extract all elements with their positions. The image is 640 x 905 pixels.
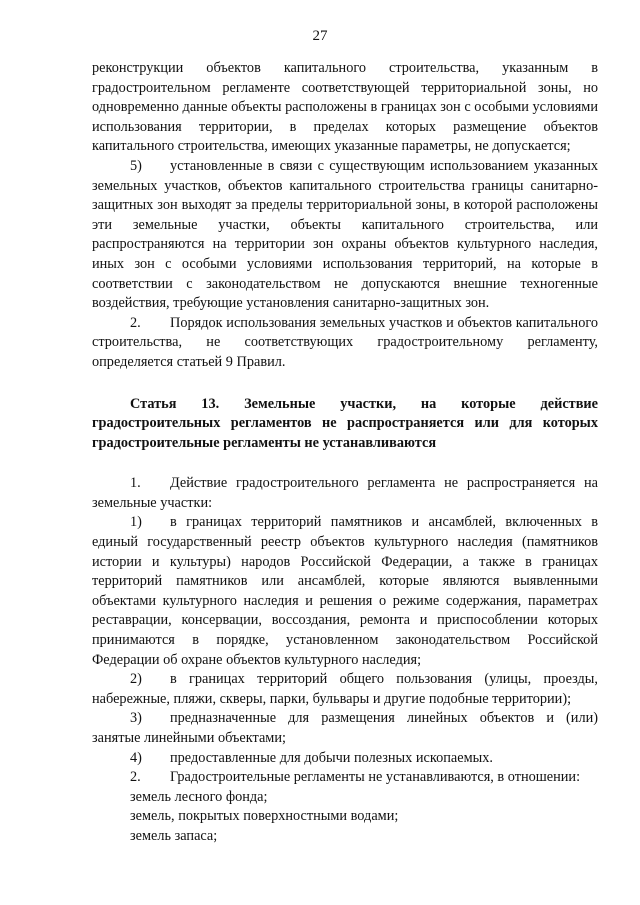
- item-number: 1.: [130, 475, 141, 492]
- item-number: 4): [130, 749, 142, 766]
- list-item-water-lands: земель, покрытых поверхностными водами;: [130, 808, 399, 825]
- paragraph-article-1-2: [92, 670, 598, 709]
- paragraph-continuation: реконструкции объектов капитального строительства, указанным в градостроительном регламенте соответствующей территориальной зоны, но одновременно данные объекты расположены в границах зон с особыми условиями использования территории, в пределах которых размещение объектов капитального строительства, имеющих указанные параметры, не допускается;: [92, 60, 598, 155]
- item-number: 2): [130, 671, 142, 688]
- item-text: Действие градостроительного регламента не распространяется на земельные участки:: [92, 475, 598, 511]
- paragraph-article-1-3: [92, 709, 598, 748]
- item-number: 5): [130, 157, 142, 174]
- paragraph-order-of-use: [92, 314, 598, 373]
- paragraph-article-1-1: [92, 513, 598, 670]
- item-text: предназначенные для размещения линейных объектов и (или) занятые линейными объектами;: [92, 710, 598, 746]
- item-number: 2.: [130, 769, 141, 786]
- item-text: Градостроительные регламенты не устанавливаются, в отношении:: [170, 769, 581, 786]
- item-text: в границах территорий общего пользования (улицы, проезды, набережные, пляжи, скверы, парки, бульвары и другие подобные территории);: [92, 671, 598, 707]
- document-body: [92, 59, 598, 847]
- list-item-reserve-lands: земель запаса;: [130, 827, 218, 844]
- item-number: 2.: [130, 314, 141, 331]
- item-number: 1): [130, 514, 142, 531]
- list-item-forest-lands: земель лесного фонда;: [130, 788, 268, 805]
- paragraph-article-1: [92, 474, 598, 513]
- paragraph-article-2: [92, 768, 598, 788]
- paragraph-article-1-4: [92, 749, 598, 769]
- item-text: установленные в связи с существующим использованием указанных земельных участков, объектов капитального строительства границы санитарно-защитных зон выходят за пределы территориальной зоны, в которой расположены эти земельные участки, объекты капитального строительства, или распространяются на территории зон охраны объектов культурного наследия, иных зон с особыми условиями использования территорий, на которые в соответствии с законодательством не допускаются внешние техногенные воздействия, требующие установления санитарно-защитных зон.: [92, 157, 598, 312]
- item-text: предоставленные для добычи полезных ископаемых.: [170, 749, 493, 766]
- item-number: 3): [130, 710, 142, 727]
- item-text: Порядок использования земельных участков и объектов капитального строительства, не соответствующих градостроительному регламенту, определяется статьей 9 Правил.: [92, 314, 598, 370]
- item-text: в границах территорий памятников и ансамблей, включенных в единый государственный реестр объектов культурного наследия (памятников истории и культуры) народов Российской Федерации, а также в границах территорий памятников или ансамблей, которые являются выявленными объектами культурного наследия и решения о режиме содержания, параметрах реставрации, консервации, воссоздания, ремонта и приспособлении которых принимаются в порядке, установленном законодательством Российской Федерации об охране объектов культурного наследия;: [92, 514, 598, 668]
- paragraph-item-5: [92, 157, 598, 314]
- article-13-heading: Статья 13. Земельные участки, на которые действие градостроительных регламентов не распространяется или для которых градостроительные регламенты не устанавливаются: [92, 395, 598, 451]
- page-number: 27: [312, 28, 328, 44]
